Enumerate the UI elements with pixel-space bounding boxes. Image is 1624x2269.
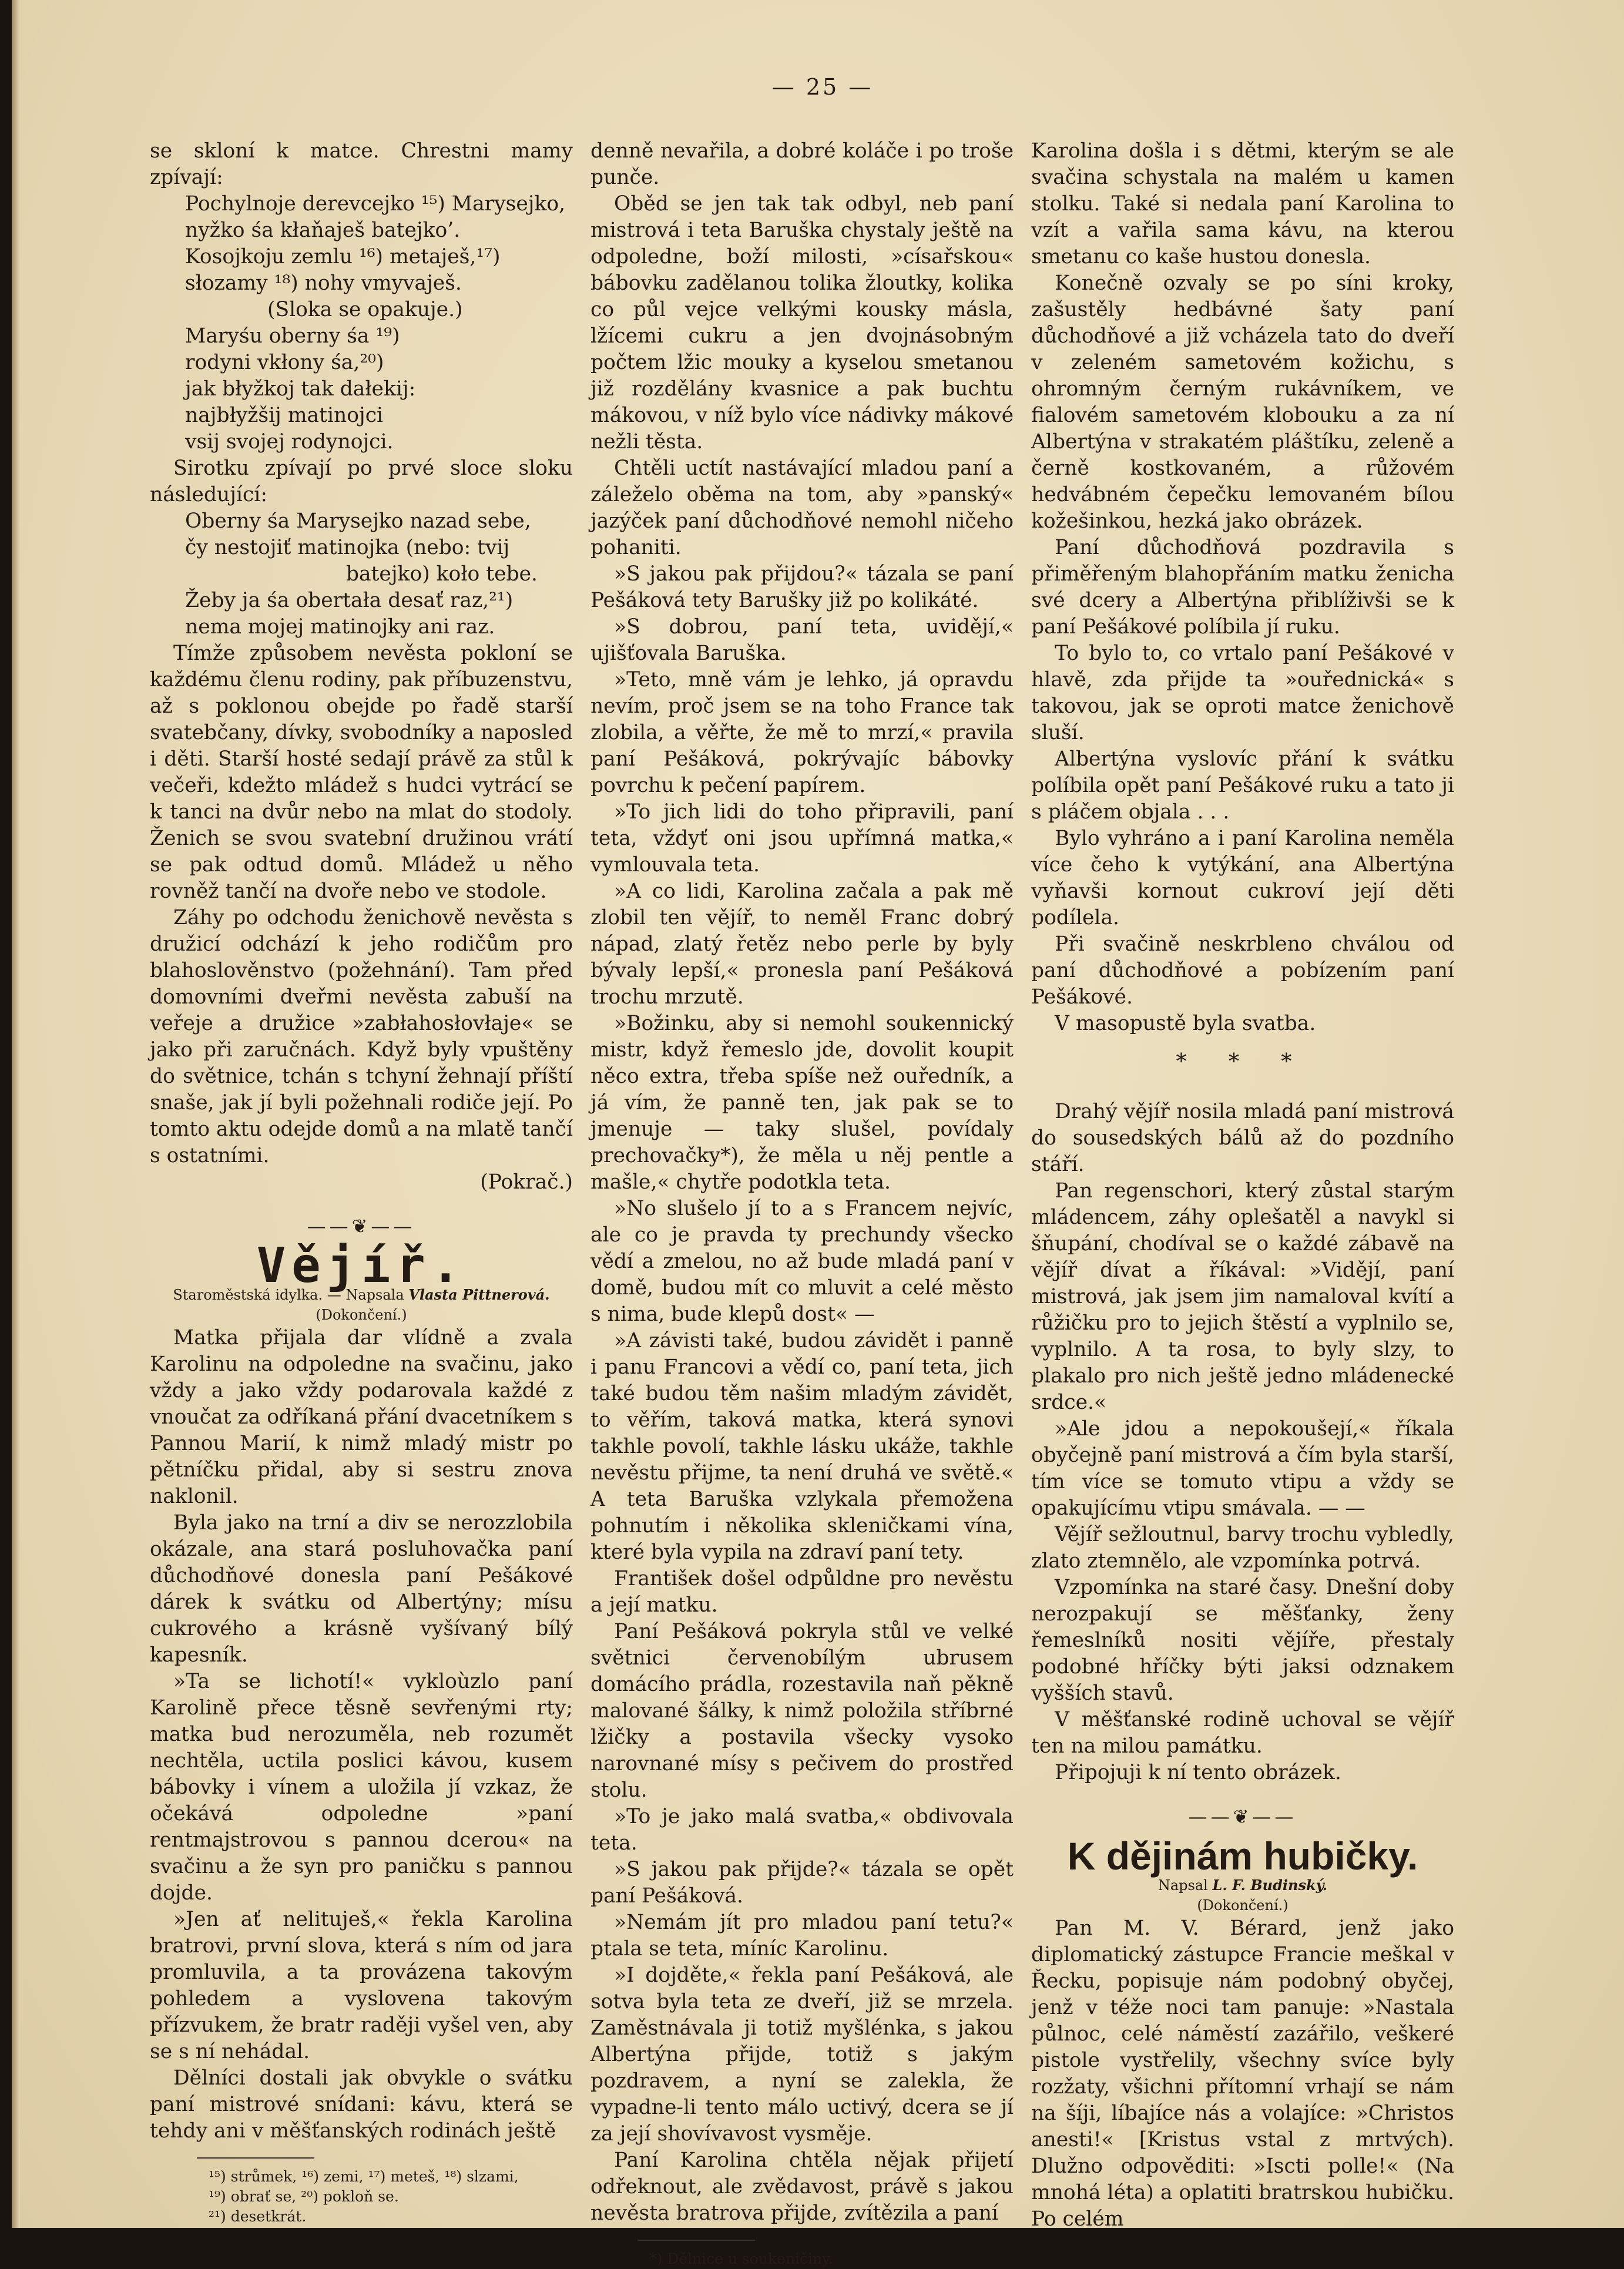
- poem-line: nyžko śa kłaňaješ batejko’.: [185, 219, 461, 242]
- paragraph: Matka přijala dar vlídně a zvala Karolinu na odpoledne na svačinu, jako vždy a jako vždy podarovala každé z vnoučat za odříkaná přání dvacetníkem s Pannou Marií, k nimž mladý mistr po pětníčku přidal, aby si sestru znova naklonil.: [150, 1326, 573, 1508]
- paragraph: denně nevařila, a dobré koláče i po troše punče.: [590, 139, 1014, 189]
- article-byline: [1031, 1875, 1454, 1895]
- paragraph: Karolina došla i s dětmi, kterým se ale svačina schystala na malém u kamen stolku. Také si nedala paní Karolina to vzít a vařila sama kávu, na kterou smetanu co kaše hustou donesla.: [1031, 139, 1454, 268]
- footnote: ¹⁵) strůmek, ¹⁶) zemi, ¹⁷) meteš, ¹⁸) slzami,: [209, 2168, 519, 2185]
- paragraph: Vzpomínka na staré časy. Dnešní doby nerozpakují se měšťanky, ženy řemeslníků nositi vějíře, přestaly podobné hříčky býti jaksi odznakem vyšších stavů.: [1031, 1576, 1454, 1705]
- paragraph: Albertýna vyslovíc přání k svátku políbila opět paní Pešákové ruku a tato ji s pláčem objala . . .: [1031, 747, 1454, 824]
- poem-line: (Sloka se opakuje.): [267, 298, 463, 321]
- poem-1: [150, 191, 573, 455]
- paragraph: »Ta se lichotí!« vykloùzlo paní Karolině přece těsně sevřenými rty; matka bud nerozuměla, neb rozumět nechtěla, uctila poslici kávou, kusem bábovky i vínem a uložila jí vzkaz, že očekává odpoledne »paní rentmajstrovou s pannou dcerou« na svačinu a že syn pro paničku s pannou dojde.: [150, 1670, 573, 1905]
- byline-lead: Staroměstská idylka. — Napsala: [173, 1287, 404, 1303]
- poem-line: vsij svojej rodynojci.: [185, 430, 394, 454]
- paragraph: Konečně ozvaly se po síni kroky, zašustěly hedbávné šaty paní důchodňové a již vcházela tato do dveří v zeleném sametovém kožichu, s ohromným černým rukávníkem, ve fialovém sametovém klobouku a za ní Albertýna v strakatém pláštíku, zeleně a černě kostkovaném, a růžovém hedvábném čepečku lemovaném bílou kožešinkou, hezká jako obrázek.: [1031, 271, 1454, 533]
- poem-line: Maryśu oberny śa ¹⁹): [185, 324, 400, 348]
- section-stars: * * *: [1176, 1050, 1310, 1074]
- poem-line: čy nestojiť matinojka (nebo: tvij: [185, 536, 510, 559]
- paragraph: »I dojděte,« řekla paní Pešáková, ale sotva byla teta ze dveří, již se mrzela. Zaměstnávala ji totiž myšlénka, s jakou Albertýna přijde, totiž s jakým pozdravem, a nyní se zalekla, že vypadne-li tento málo uctivý, dcera se jí za její shovívavost vysměje.: [590, 1963, 1014, 2146]
- continued-note: (Pokrač.): [480, 1170, 573, 1194]
- poem-line: Žeby ja śa obertała desať raz,²¹): [185, 589, 514, 612]
- poem-line: Oberny śa Marysejko nazad sebe,: [185, 509, 531, 533]
- section-ornament: ——❦——: [1188, 1805, 1297, 1828]
- paragraph: »Jen ať nelituješ,« řekla Karolina bratrovi, první slova, která s ním od jara promluvila, a ta provázena takovým pohledem a vyslovena takovým přízvukem, že bratr raději vyšel ven, aby se s ní nehádal.: [150, 1908, 573, 2063]
- byline-note: (Dokončení.): [1197, 1897, 1289, 1914]
- paragraph: »Ale jdou a nepokoušejí,« říkala obyčejně paní mistrová a čím byla starší, tím více se tomuto vtipu a vždy se opakujícímu vtipu smávala. — —: [1031, 1417, 1454, 1520]
- footnote: ²¹) desetkrát.: [209, 2208, 307, 2225]
- paragraph: »S jakou pak přijdou?« tázala se paní Pešáková tety Barušky již po kolikáté.: [590, 562, 1014, 612]
- paragraph: Paní důchodňová pozdravila s přiměřeným blahopřáním matku ženicha své dcery a Albertýna přiblíživši se k paní Pešákové políbila jí ruku.: [1031, 536, 1454, 639]
- paragraph: Dělníci dostali jak obvykle o svátku paní mistrové snídani: kávu, která se tehdy ani v měšťanských rodinách ještě: [150, 2066, 573, 2143]
- newspaper-page: [12, 0, 1624, 2267]
- paragraph: »To jich lidi do toho připravili, paní teta, vždyť oni jsou upřímná matka,« vymlouvala teta.: [590, 800, 1014, 877]
- paragraph: »S dobrou, paní teta, uvidějí,« ujišťovala Baruška.: [590, 615, 1014, 665]
- paragraph: Vějíř sežloutnul, barvy trochu vybledly, zlato ztemnělo, ale vzpomínka potrvá.: [1031, 1523, 1454, 1573]
- paragraph: »Teto, mně vám je lehko, já opravdu nevím, proč jsem se na toho France tak zlobila, a věřte, že mě to mrzí,« pravila paní Pešáková, pokrývajíc bábovky povrchu k pečení papírem.: [590, 668, 1014, 797]
- paragraph: Pan regenschori, který zůstal starým mládencem, záhy oplešatěl a navykl si šňupání, chodíval se o každé zábavě na vějíř dívat a říkával: »Vidějí, paní mistrová, jak jsem jim namaloval kvítí a růžičku pro to jejich štěstí a vyplnilo se, vyplnilo. A ta rosa, to byly slzy, to plakalo pro nich ještě jedno mládenecké srdce.«: [1031, 1179, 1454, 1414]
- paragraph: »Nemám jít pro mladou paní tetu?« ptala se teta, míníc Karolinu.: [590, 1911, 1014, 1961]
- paragraph: František došel odpůldne pro nevěstu a její matku.: [590, 1567, 1014, 1617]
- paragraph: V měšťanské rodině uchoval se vějíř ten na milou památku.: [1031, 1708, 1454, 1758]
- poem-line: Kosojkoju zemlu ¹⁶) metaješ,¹⁷): [185, 245, 501, 268]
- byline-lead: Napsal: [1157, 1877, 1208, 1894]
- paragraph: »A závisti také, budou závidět i panně i panu Francovi a vědí co, paní teta, jich také budou těm našim mladým závidět, to věřím, taková matka, která synovi takhle povolí, takhle lásku ukáže, takhle nevěstu přijme, ta není druhá ve světě.« A teta Baruška vzlykala přemožena pohnutím i několika skleničkami vína, které byla vypila na zdraví paní tety.: [590, 1329, 1014, 1564]
- column-3: [1031, 138, 1454, 2233]
- paragraph: To bylo to, co vrtalo paní Pešákové v hlavě, zda přijde ta »ouřednická« s takovou, jak se oproti matce ženichově sluší.: [1031, 642, 1454, 744]
- footnote-rule: [197, 2157, 314, 2159]
- paragraph: V masopustě byla svatba.: [1055, 1012, 1316, 1035]
- paragraph: Paní Karolina chtěla nějak přijetí odřeknout, ale zvědavost, právě s jakou nevěsta bratrova přijde, zvítězila a paní: [590, 2149, 1014, 2225]
- poem-2: [150, 508, 573, 640]
- paragraph: Záhy po odchodu ženichově nevěsta s družicí odchází k jeho rodičům pro blahoslověnstvo (požehnání). Tam před domovními dveřmi nevěsta zabuší na veřeje a družice »zabłahosłovłaje« se jako při zaručnách. Když byly vpuštěny do světnice, tchán s tchyní žehnají příští snaše, jak jí byli požehnali rodiče její. Po tomto aktu odejde domů a na mlatě tančí s ostatními.: [150, 906, 573, 1167]
- col1-intro: se skloní k matce. Chrestni mamy zpívají:: [150, 139, 573, 189]
- byline-author: L. F. Budinský.: [1212, 1877, 1328, 1894]
- section-ornament: ——❦——: [307, 1215, 416, 1237]
- byline-note: (Dokončení.): [316, 1307, 407, 1323]
- col1-mid: Sirotku zpívají po prvé sloce sloku následující:: [150, 457, 573, 506]
- paragraph: Paní Pešáková pokryla stůl ve velké světnici červenobílým ubrusem domácího prádla, rozestavila naň pěkně malované šálky, k nimž položila stříbrné lžičky a postavila všecky vysoko narovnané mísy s pečivem do prostřed stolu.: [590, 1620, 1014, 1802]
- paragraph: »No slušelo jí to a s Francem nejvíc, ale co je pravda ty prechundy všecko vědí a zmelou, no až bude mladá paní v domě, budou mít co mluvit a celé město s nima, bude klepů dost« —: [590, 1197, 1014, 1326]
- paragraph: Bylo vyhráno a i paní Karolina neměla více čeho k vytýkání, ana Albertýna vyňavši kornout cukroví její děti podílela.: [1031, 827, 1454, 929]
- poem-line: najbłyžšij matinojci: [185, 404, 384, 427]
- poem-line: jak błyžkoj tak dałekij:: [185, 377, 416, 401]
- paragraph: Tímže způsobem nevěsta pokloní se každému členu rodiny, pak příbuzenstvu, až s poklonou obejde po řadě starší svatebčany, dívky, svobodníky a naposled i děti. Starší hosté sedají právě za stůl k večeři, kdežto mládež s hudci vytrácí se k tanci na dvůr nebo na mlat do stodoly. Ženich se svou svatební družinou vrátí se pak odtud domů. Mládež u něho rovněž tančí na dvoře nebo ve stodole.: [150, 642, 573, 903]
- paragraph: Drahý vějíř nosila mladá paní mistrová do sousedských bálů až do pozdního stáří.: [1031, 1100, 1454, 1176]
- poem-line: słozamy ¹⁸) nohy vmyvaješ.: [185, 271, 462, 295]
- column-2: [590, 138, 1014, 2269]
- paragraph: »To je jako malá svatba,« obdivovala teta.: [590, 1805, 1014, 1855]
- paragraph: Při svačině neskrbleno chválou od paní důchodňové a pobízením paní Pešákové.: [1031, 932, 1454, 1009]
- poem-line: nema mojej matinojky ani raz.: [185, 615, 495, 639]
- paragraph: »Božinku, aby si nemohl soukennický mistr, když řemeslo jde, dovolit koupit něco extra, třeba spíše než ouředník, a já vím, že panně ten, jak pak se to jmenuje — taky slušel, povídaly prechovačky*), že měla u něj pentle a mašle,« chytře podotkla teta.: [590, 1012, 1014, 1194]
- paragraph: Oběd se jen tak tak odbyl, neb paní mistrová i teta Baruška chystaly ještě na odpoledne, boží milosti, »císařskou« bábovku zadělanou tolika žloutky, kolika co půl vejce velkými kousky másla, lžícemi cukru a jen dvojnásobným počtem lžic mouky a kyselou smetanou již rozdělány kvasnice a pak buchtu mákovou, v níž bylo více nádivky mákové nežli těsta.: [590, 192, 1014, 454]
- paragraph: »A co lidi, Karolina začala a pak mě zlobil ten vějíř, to neměl Franc dobrý nápad, zlatý řetěz nebo perle by byly bývaly lepší,« pronesla paní Pešáková trochu mrzutě.: [590, 880, 1014, 1009]
- paragraph: Připojuji k ní tento obrázek.: [1055, 1761, 1341, 1784]
- article-title: Vějíř.: [256, 1238, 467, 1294]
- paragraph: »S jakou pak přijde?« tázala se opět paní Pešáková.: [590, 1858, 1014, 1908]
- page-edge: [12, 0, 20, 2228]
- poem-line: batejko) koło tebe.: [345, 562, 538, 586]
- footnote: *) Dělnice u soukeničiny.: [649, 2250, 833, 2267]
- article-byline: [150, 1285, 573, 1305]
- column-1: [150, 138, 573, 2227]
- paragraph: Pan M. V. Bérard, jenž jako diplomatický zástupce Francie meškal v Řecku, popisuje nám podobný obyčej, jenž v téže noci tam panuje: »Nastala půlnoc, celé náměstí zazářilo, veškeré pistole vystřelily, všechny svíce byly rozžaty, všichni přítomní vrhají se nám na šíji, líbajíce nás a volajíce: »Christos anesti!« [Kristus vstal z mrtvých). Dlužno odpověditi: »Iscti polle!« (Na mnohá léta) a oplatiti bratrskou hubičku. Po celém: [1031, 1916, 1454, 2231]
- page-number: — 25 —: [771, 74, 874, 100]
- poem-line: rodyni vkłony śa,²⁰): [185, 351, 384, 374]
- poem-line: Pochylnoje derevcejko ¹⁵) Marysejko,: [185, 192, 566, 216]
- paragraph: Byla jako na trní a div se nerozzlobila okázale, ana stará posluhovačka paní důchodňové donesla paní Pešákové dárek k svátku od Albertýny; mísu cukrového a krásně vyšívaný bílý kapesník.: [150, 1511, 573, 1667]
- footnote-rule: [637, 2240, 755, 2241]
- article-title: K dějinám hubičky.: [1067, 1834, 1418, 1878]
- byline-author: Vlasta Pittnerová.: [408, 1286, 550, 1303]
- footnote: ¹⁹) obrať se, ²⁰) pokloň se.: [209, 2188, 399, 2205]
- paragraph: Chtěli uctít nastávající mladou paní a záleželo oběma na tom, aby »panský« jazýček paní důchodňové nemohl ničeho pohaniti.: [590, 457, 1014, 559]
